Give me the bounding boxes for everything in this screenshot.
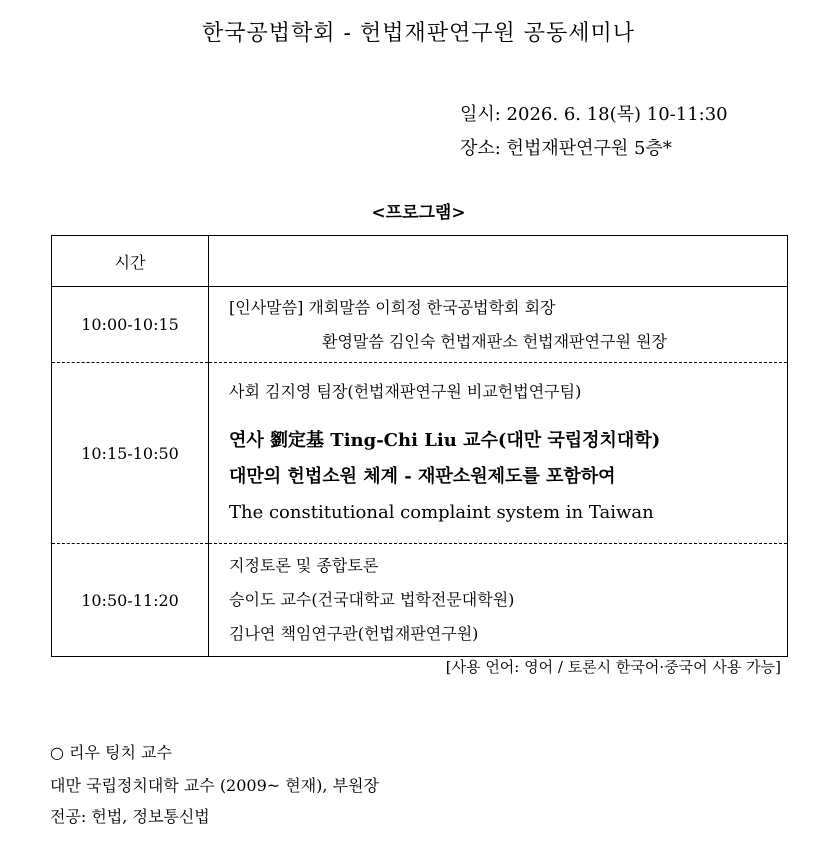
table-row: [52, 544, 788, 657]
discussant-2: 김나연 책임연구관(헌법재판연구원): [229, 624, 479, 643]
talk-title-english: The constitutional complaint system in Taiwan: [229, 502, 654, 523]
time-cell: 10:00-10:15: [52, 287, 209, 363]
greeting-welcome: 환영말씀 김인숙 헌법재판소 헌법재판연구원 원장: [322, 331, 667, 351]
moderator-line: 사회 김지영 팀장(헌법재판연구원 비교헌법연구팀): [229, 382, 582, 401]
place-line: 장소: 헌법재판연구원 5층*: [460, 138, 672, 159]
greeting-opening: [인사말씀] 개회말씀 이희정 한국공법학회 회장: [229, 297, 556, 317]
talk-title-korean: 대만의 헌법소원 체계 - 재판소원제도를 포함하여: [229, 466, 616, 487]
bio-name: ○ 리우 팅치 교수: [50, 743, 172, 762]
program-table: [51, 235, 788, 657]
date-line: 일시: 2026. 6. 18(목) 10-11:30: [460, 104, 728, 125]
bio-major: 전공: 헌법, 정보통신법: [50, 807, 210, 826]
bio-position: 대만 국립정치대학 교수 (2009~ 현재), 부원장: [50, 776, 379, 795]
table-row: [52, 363, 788, 544]
speaker-line: 연사 劉定基 Ting-Chi Liu 교수(대만 국립정치대학): [229, 430, 661, 451]
page-title: 한국공법학회 - 헌법재판연구원 공동세미나: [202, 21, 635, 46]
time-cell: 10:15-10:50: [52, 363, 209, 544]
discussant-1: 승이도 교수(건국대학교 법학전문대학원): [229, 590, 515, 609]
table-row: [52, 287, 788, 363]
header-time: 시간: [52, 236, 209, 287]
header-content: [209, 236, 788, 287]
program-title: <프로그램>: [371, 203, 466, 223]
content-cell: [209, 544, 788, 657]
content-cell: [209, 363, 788, 544]
time-cell: 10:50-11:20: [52, 544, 209, 657]
discussion-title: 지정토론 및 종합토론: [229, 556, 379, 575]
table-header-row: [52, 236, 788, 287]
language-note: [사용 언어: 영어 / 토론시 한국어·중국어 사용 가능]: [445, 658, 781, 676]
content-cell: [209, 287, 788, 363]
